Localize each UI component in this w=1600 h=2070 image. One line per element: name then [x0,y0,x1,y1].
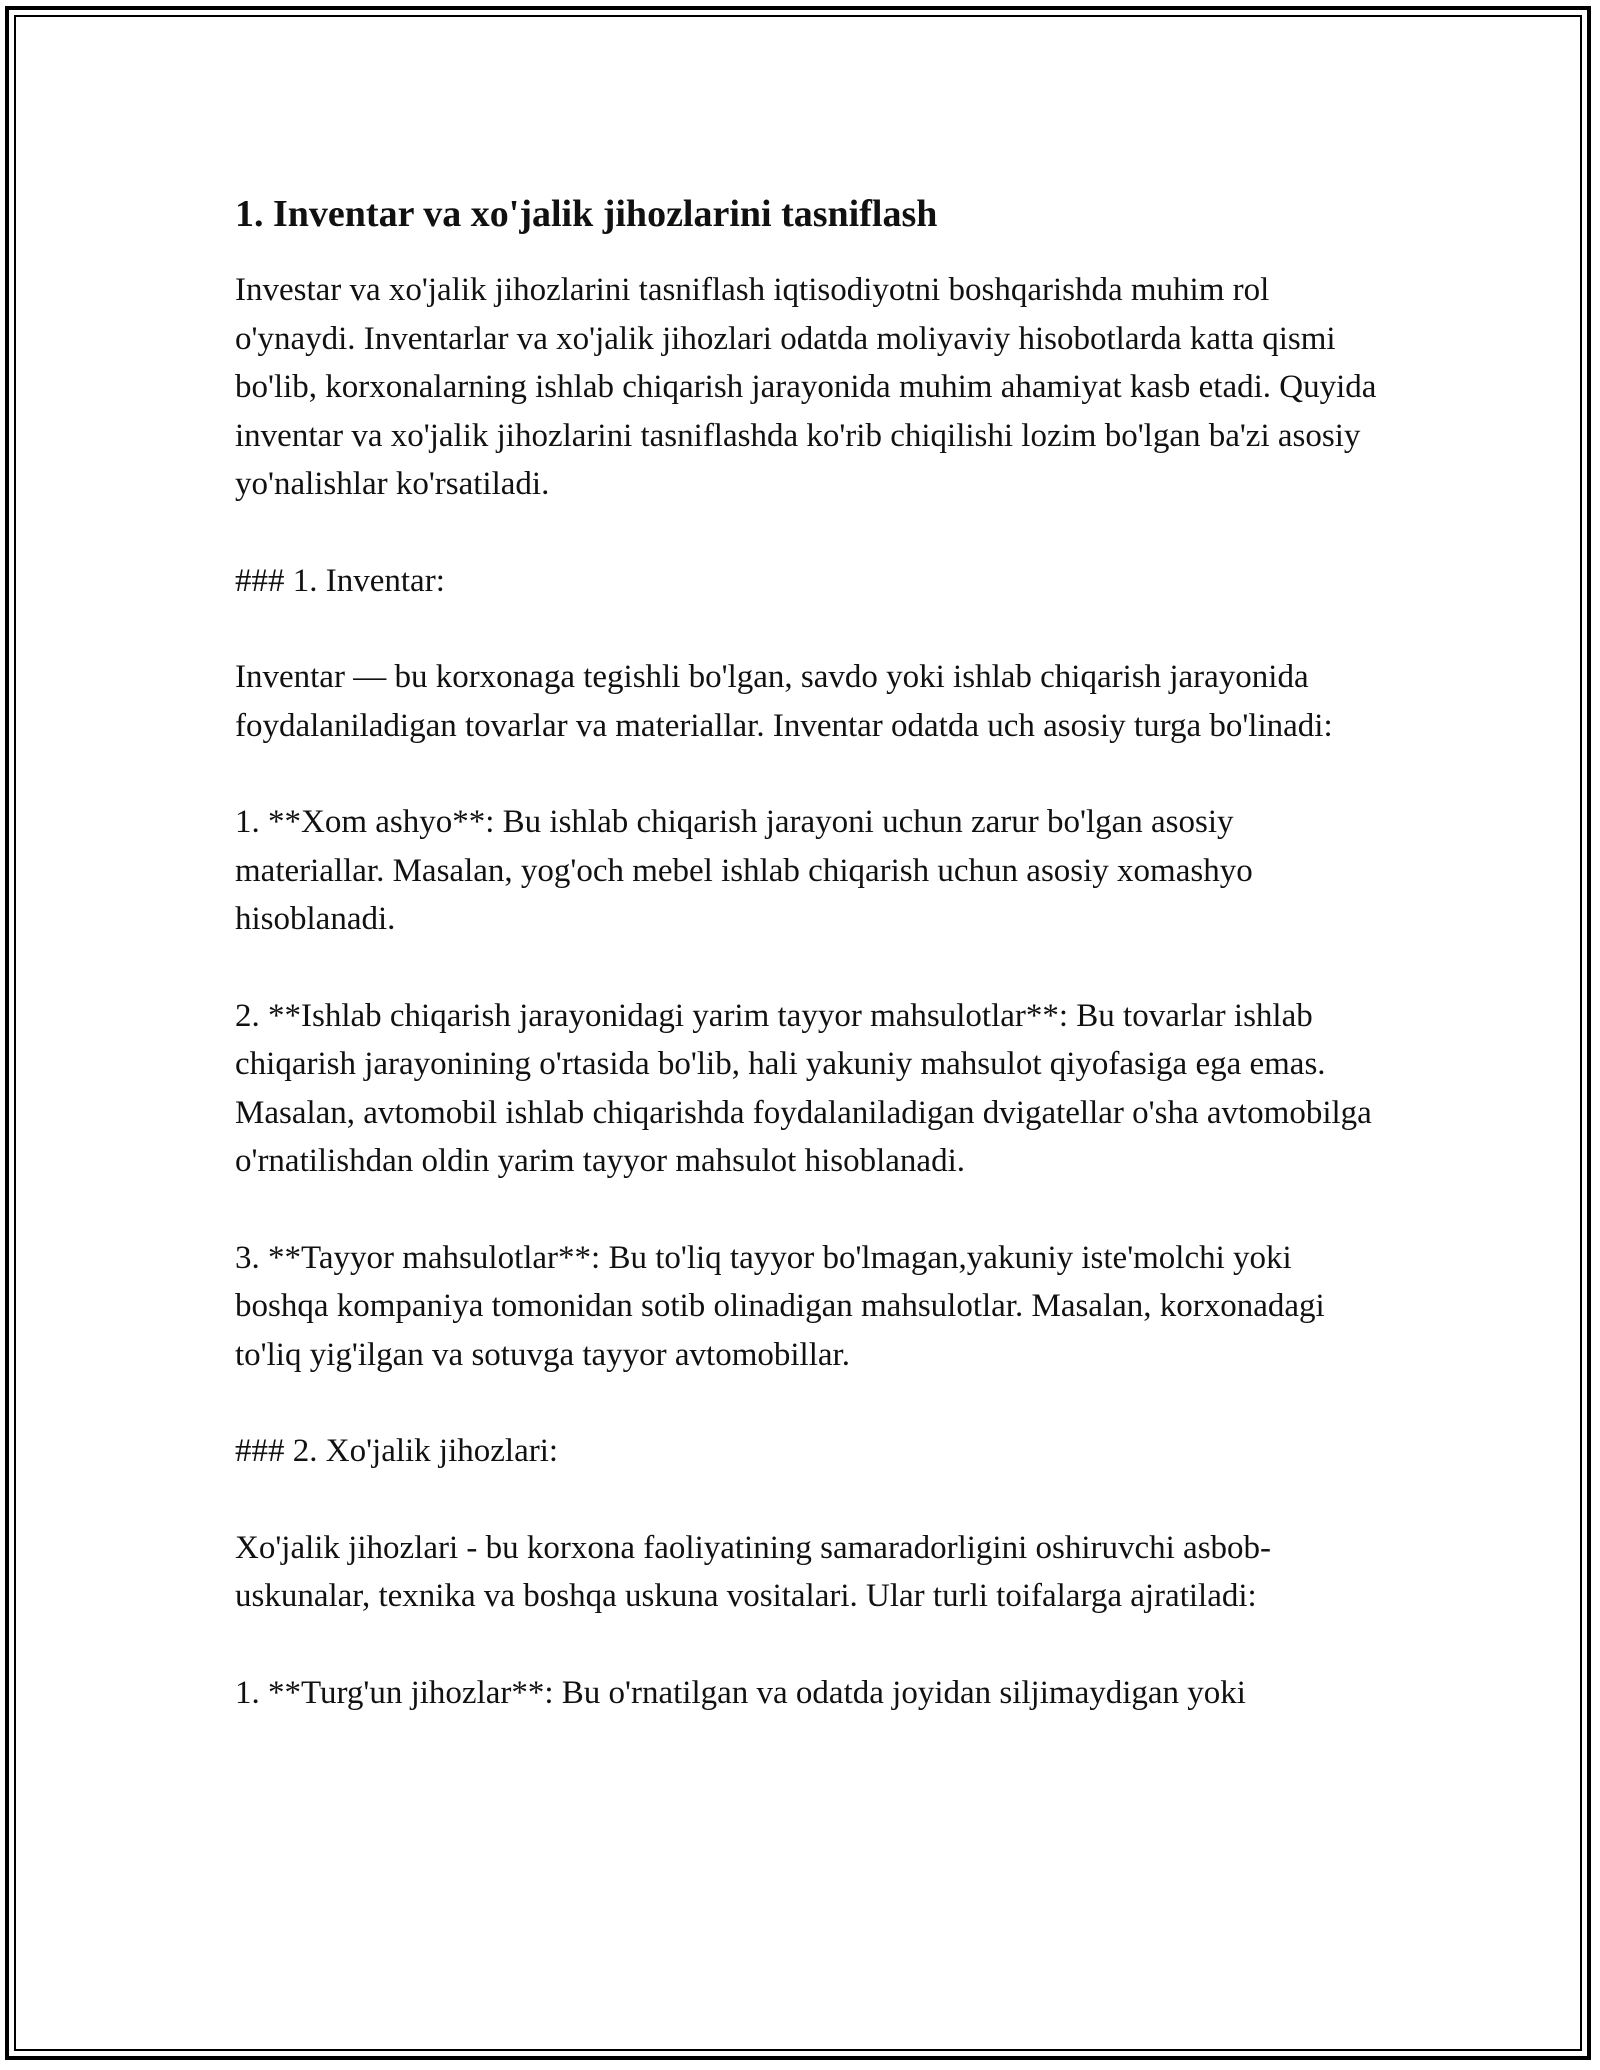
list-item-turgun-jihozlar: 1. **Turg'un jihozlar**: Bu o'rnatilgan va odatda joyidan siljimaydigan yoki [235,1674,1246,1711]
paragraph-intro: Investar va xo'jalik jihozlarini tasniflash iqtisodiyotni boshqarishda muhim rol o'ynaydi. Inventarlar va xo'jalik jihozlari odatda moliyaviy hisobotlarda katta qismi bo'lib, korxonalarning ishlab chiqarish jarayonida muhim ahamiyat kasb etadi. Quyida inventar va xo'jalik jihozlarini tasniflashda ko'rib chiqilishi lozim bo'lgan ba'zi asosiy yo'nalishlar ko'rsatiladi. [235,272,1377,502]
list-item-xom-ashyo: 1. **Xom ashyo**: Bu ishlab chiqarish jarayoni uchun zarur bo'lgan asosiy materiallar. Masalan, yog'och mebel ishlab chiqarish uchun asosiy xomashyo hisoblanadi. [235,804,1253,937]
heading-inventar: ### 1. Inventar: [235,562,445,599]
paragraph-inventar-definition: Inventar — bu korxonaga tegishli bo'lgan, savdo yoki ishlab chiqarish jarayonida foydalaniladigan tovarlar va materiallar. Inventar odatda uch asosiy turga bo'linadi: [235,659,1333,744]
document-title: 1. Inventar va xo'jalik jihozlarini tasniflash [235,193,938,235]
heading-xojalik-jihozlari: ### 2. Xo'jalik jihozlari: [235,1433,559,1469]
list-item-yarim-tayyor: 2. **Ishlab chiqarish jarayonidagi yarim tayyor mahsulotlar**: Bu tovarlar ishlab chiqarish jarayonining o'rtasida bo'lib, hali yakuniy mahsulot qiyofasiga ega emas. Masalan, avtomobil ishlab chiqarishda foydalaniladigan dvigatellar o'sha avtomobilga o'rnatilishdan oldin yarim tayyor mahsulot hisoblanadi. [235,997,1372,1179]
paragraph-xojalik-definition: Xo'jalik jihozlari - bu korxona faoliyatining samaradorligini oshiruvchi asbob-uskunalar, texnika va boshqa uskuna vositalari. Ular turli toifalarga ajratiladi: [235,1529,1272,1614]
list-item-tayyor-mahsulotlar: 3. **Tayyor mahsulotlar**: Bu to'liq tayyor bo'lmagan,yakuniy iste'molchi yoki boshqa kompaniya tomonidan sotib olinadigan mahsulotlar. Masalan, korxonadagi to'liq yig'ilgan va sotuvga tayyor avtomobillar. [235,1239,1325,1373]
document-body [235,186,1385,1765]
